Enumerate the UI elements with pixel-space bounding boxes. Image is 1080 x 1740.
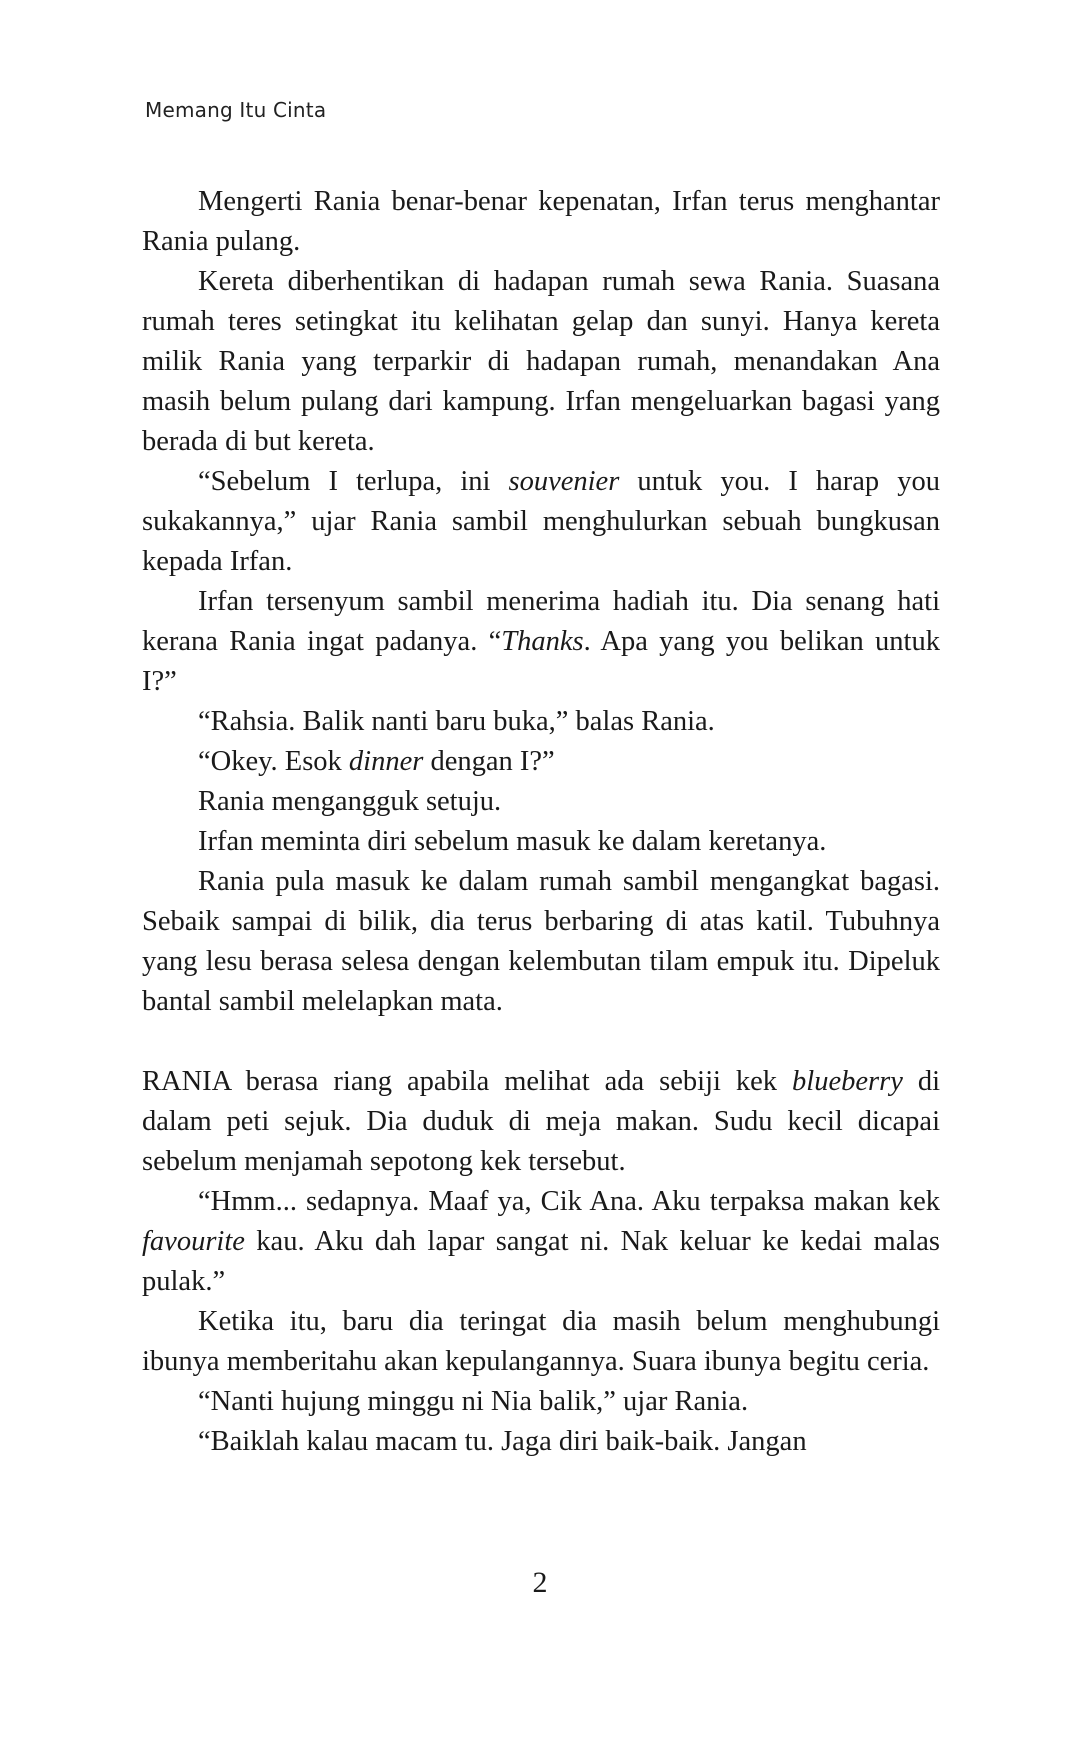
paragraph: [142, 1382, 940, 1422]
text-run: Ketika itu, baru dia teringat dia masih belum menghubungi ibunya memberitahu akan kepulangannya. Suara ibunya begitu ceria.: [142, 1306, 940, 1377]
text-run: Rania pula masuk ke dalam rumah sambil mengangkat bagasi. Sebaik sampai di bilik, dia terus berbaring di atas katil. Tubuhnya yang lesu berasa selesa dengan kelembutan tilam empuk itu. Dipeluk bantal sambil melelapkan mata.: [142, 866, 940, 1017]
text-run: di dalam peti sejuk. Dia duduk di meja makan. Sudu kecil dicapai sebelum menjamah sepotong kek tersebut.: [142, 1066, 941, 1177]
page-number: 2: [532, 1566, 548, 1599]
text-run: Kereta diberhentikan di hadapan rumah sewa Rania. Suasana rumah teres setingkat itu kelihatan gelap dan sunyi. Hanya kereta milik Rania yang terparkir di hadapan rumah, menandakan Ana masih belum pulang dari kampung. Irfan mengeluarkan bagasi yang berada di but kereta.: [142, 266, 940, 457]
text-run: Irfan meminta diri sebelum masuk ke dalam keretanya.: [198, 826, 827, 857]
text-run: “Nanti hujung minggu ni Nia balik,” ujar Rania.: [198, 1386, 749, 1417]
italic-text: blueberry: [792, 1066, 903, 1097]
paragraph: [142, 782, 940, 822]
text-run: kau. Aku dah lapar sangat ni. Nak keluar ke kedai malas pulak.”: [142, 1226, 940, 1297]
paragraph: [142, 262, 940, 462]
paragraph: [142, 862, 940, 1022]
paragraph: [142, 182, 940, 262]
paragraph: [142, 1302, 940, 1382]
paragraph: [142, 1062, 940, 1182]
italic-text: favourite: [142, 1226, 245, 1257]
paragraph: [142, 1182, 940, 1302]
running-head: Memang Itu Cinta: [145, 98, 327, 122]
paragraph: [142, 742, 940, 782]
text-run: “Hmm... sedapnya. Maaf ya, Cik Ana. Aku terpaksa makan kek: [198, 1186, 940, 1217]
text-run: “Okey. Esok: [198, 746, 349, 777]
text-run: . Apa yang you belikan untuk I?”: [142, 626, 940, 697]
paragraph: [142, 1422, 940, 1462]
text-run: Rania mengangguk setuju.: [198, 786, 502, 817]
body-text: [142, 182, 940, 1462]
paragraph: [142, 462, 940, 582]
text-run: “Sebelum I terlupa, ini: [198, 466, 509, 497]
paragraph: [142, 582, 940, 702]
text-run: Mengerti Rania benar-benar kepenatan, Irfan terus menghantar Rania pulang.: [142, 186, 940, 257]
text-run: “Rahsia. Balik nanti baru buka,” balas Rania.: [198, 706, 715, 737]
text-run: “Baiklah kalau macam tu. Jaga diri baik-baik. Jangan: [198, 1426, 807, 1457]
paragraph: [142, 822, 940, 862]
paragraph: [142, 702, 940, 742]
italic-text: souvenier: [508, 466, 620, 497]
italic-text: dinner: [348, 746, 424, 777]
text-run: Irfan tersenyum sambil menerima hadiah itu. Dia senang hati kerana Rania ingat padanya. “: [142, 586, 940, 657]
text-run: dengan I?”: [423, 746, 555, 777]
text-run: RANIA berasa riang apabila melihat ada sebiji kek: [142, 1066, 793, 1097]
italic-text: Thanks: [501, 626, 584, 657]
text-run: untuk you. I harap you sukakannya,” ujar Rania sambil menghulurkan sebuah bungkusan kepada Irfan.: [142, 466, 940, 577]
